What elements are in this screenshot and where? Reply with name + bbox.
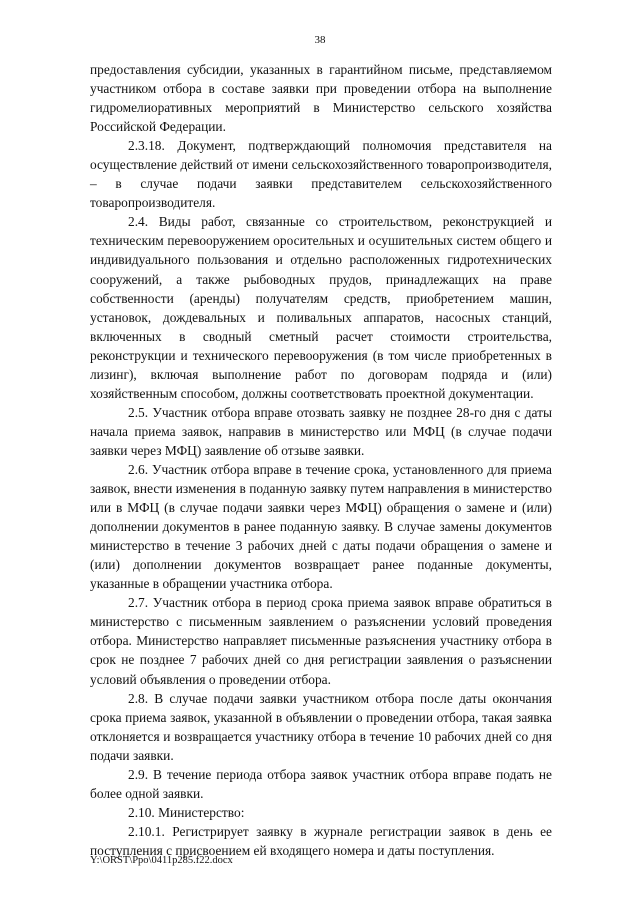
document-body (90, 60, 552, 860)
paragraph-2-10: 2.10. Министерство: (128, 804, 245, 820)
paragraph-2-3-18: 2.3.18. Документ, подтверждающий полномочия представителя на осуществление действий от имени сельскохозяйственного товаропроизводителя, – в случае подачи заявки представителем сельскохозяйственного товаропроизводителя. (90, 138, 552, 211)
paragraph-2-9: 2.9. В течение периода отбора заявок участник отбора вправе подать не более одной заявки. (90, 766, 552, 801)
paragraph-2-5: 2.5. Участник отбора вправе отозвать заявку не позднее 28-го дня с даты начала приема заявок, направив в министерство или МФЦ (в случае подачи заявки через МФЦ) заявление об отзыве заявки. (90, 404, 552, 458)
paragraph-2-6: 2.6. Участник отбора вправе в течение срока, установленного для приема заявок, внести изменения в поданную заявку путем направления в министерство или в МФЦ (в случае подачи заявки через МФЦ) обращения о замене и (или) дополнении документов в ранее поданную заявку. В случае замены документов министерство в течение 3 рабочих дней с даты подачи обращения о замене и (или) дополнении документов возвращает ранее поданные документы, указанные в обращении участника отбора. (90, 461, 552, 592)
footer-file-path: Y:\ORST\Ppo\0411p285.f22.docx (90, 855, 233, 866)
paragraph-2-8: 2.8. В случае подачи заявки участником отбора после даты окончания срока приема заявок, указанной в объявлении о проведении отбора, такая заявка отклоняется и возвращается участнику отбора в течение 10 рабочих дней со дня подачи заявки. (90, 690, 552, 763)
paragraph-2-7: 2.7. Участник отбора в период срока приема заявок вправе обратиться в министерство с письменным заявлением о разъяснении условий проведения отбора. Министерство направляет письменные разъяснения участнику отбора в срок не позднее 7 рабочих дней со дня регистрации заявления о разъяснении условий объявления о проведении отбора. (90, 595, 552, 687)
paragraph-2-10-1: 2.10.1. Регистрирует заявку в журнале регистрации заявок в день ее поступления с присвоением ей входящего номера и даты поступления. (90, 823, 552, 858)
page-number: 38 (314, 34, 326, 46)
paragraph-2-4: 2.4. Виды работ, связанные со строительством, реконструкцией и техническим перевооружением оросительных и осушительных систем общего и индивидуального пользования и отдельно расположенных гидротехнических сооружений, а также рыбоводных прудов, принадлежащих на праве собственности (аренды) получателям средств, приобретением машин, установок, дождевальных и поливальных аппаратов, насосных станций, включенных в сводный сметный расчет стоимости строительства, реконструкции и технического перевооружения (в том числе приобретенных в лизинг), включая выполнение работ по договорам подряда и (или) хозяйственным способом, должны соответствовать проектной документации. (90, 214, 552, 401)
paragraph-continuation: предоставления субсидии, указанных в гарантийном письме, представляемом участником отбора в составе заявки при проведении отбора на выполнение гидромелиоративных мероприятий в Министерство сельского хозяйства Российской Федерации. (90, 62, 552, 135)
